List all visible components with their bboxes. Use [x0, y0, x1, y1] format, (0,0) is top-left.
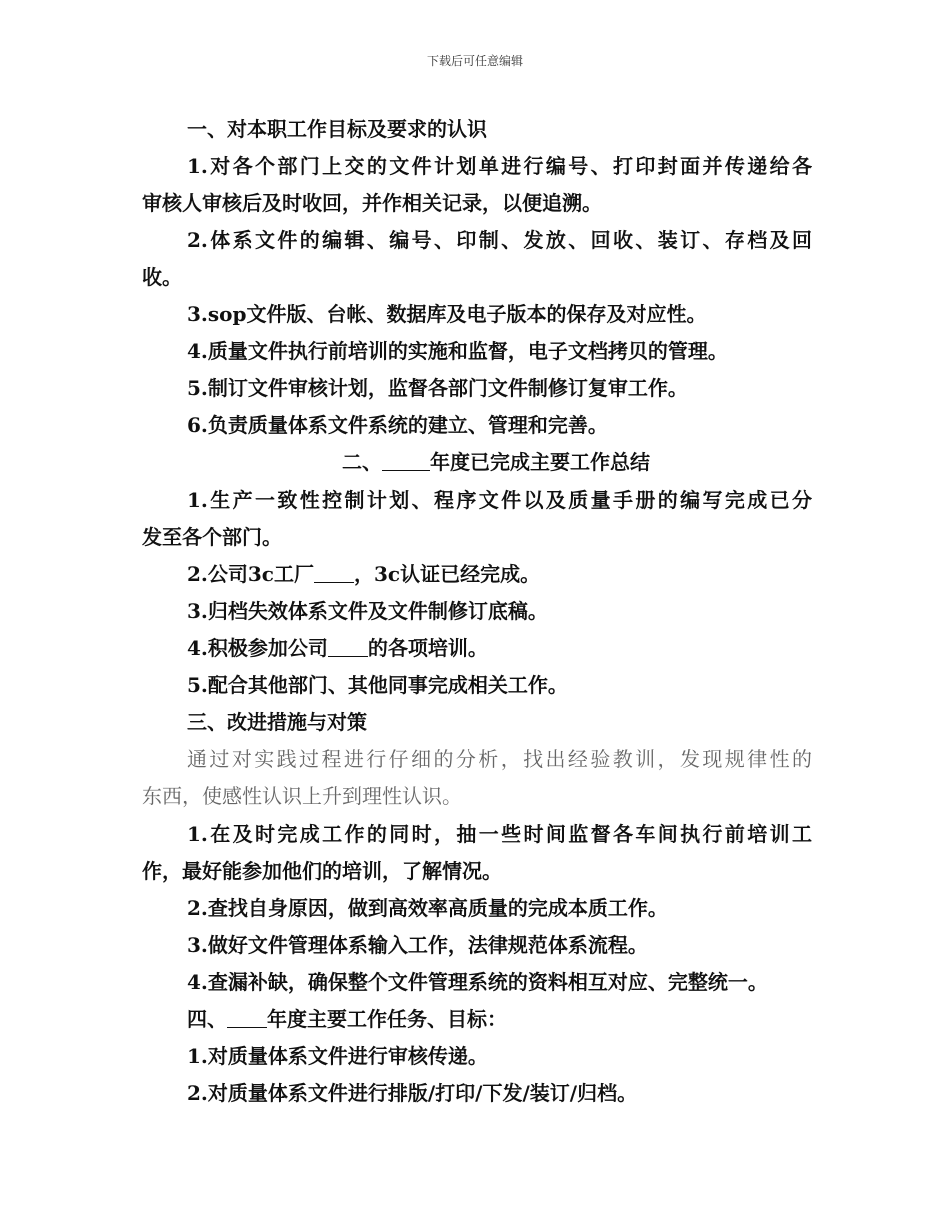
- s3-item-3: 3.做好文件管理体系输入工作，法律规范体系流程。: [187, 933, 648, 957]
- blank-line: [382, 452, 430, 471]
- s2-item-2-suffix: ，3c认证已经完成。: [353, 562, 541, 586]
- section-2-heading-prefix: 二、: [342, 450, 382, 474]
- s2-item-5: 5.配合其他部门、其他同事完成相关工作。: [187, 673, 568, 697]
- section-1-heading: 一、对本职工作目标及要求的认识: [187, 117, 487, 141]
- s3-item-1-line-1: 1.在及时完成工作的同时，抽一些时间监督各车间执行前培训工: [187, 822, 812, 846]
- s2-item-4-prefix: 4.积极参加公司: [187, 636, 328, 660]
- s1-item-2-line-1: 2.体系文件的编辑、编号、印制、发放、回收、装订、存档及回: [187, 228, 812, 252]
- s2-item-2-prefix: 2.公司3c工厂: [187, 562, 314, 586]
- s2-item-4: [187, 636, 812, 660]
- s3-intro-line-1: 通过对实践过程进行仔细的分析，找出经验教训，发现规律性的: [187, 747, 812, 771]
- s3-item-1-line-2: 作，最好能参加他们的培训，了解情况。: [142, 859, 502, 883]
- s3-item-4: 4.查漏补缺，确保整个文件管理系统的资料相互对应、完整统一。: [187, 970, 768, 994]
- blank-line: [328, 638, 368, 657]
- page-header: 下载后可任意编辑: [426, 54, 523, 68]
- s3-intro-line-2: 东西，使感性认识上升到理性认识。: [142, 784, 462, 808]
- section-4-heading-prefix: 四、: [187, 1007, 227, 1031]
- section-2-heading: [142, 450, 812, 474]
- s2-item-3: 3.归档失效体系文件及文件制修订底稿。: [187, 599, 548, 623]
- section-4-heading: [187, 1007, 812, 1031]
- s1-item-5: 5.制订文件审核计划，监督各部门文件制修订复审工作。: [187, 376, 688, 400]
- section-4-heading-suffix: 年度主要工作任务、目标：: [267, 1007, 507, 1031]
- section-3-heading: 三、改进措施与对策: [187, 710, 367, 734]
- s1-item-6: 6.负责质量体系文件系统的建立、管理和完善。: [187, 413, 608, 437]
- s4-item-2: 2.对质量体系文件进行排版/打印/下发/装订/归档。: [187, 1081, 638, 1105]
- s2-item-1-line-2: 发至各个部门。: [142, 525, 282, 549]
- section-2-heading-suffix: 年度已完成主要工作总结: [430, 450, 650, 474]
- blank-line: [314, 564, 354, 583]
- s2-item-4-suffix: 的各项培训。: [367, 636, 488, 660]
- blank-line: [227, 1009, 267, 1028]
- s1-item-4: 4.质量文件执行前培训的实施和监督，电子文档拷贝的管理。: [187, 339, 728, 363]
- s2-item-2: [187, 562, 812, 586]
- s1-item-1-line-1: 1.对各个部门上交的文件计划单进行编号、打印封面并传递给各: [187, 154, 812, 178]
- s1-item-3: 3.sop文件版、台帐、数据库及电子版本的保存及对应性。: [187, 302, 707, 326]
- s3-item-2: 2.查找自身原因，做到高效率高质量的完成本质工作。: [187, 896, 668, 920]
- s1-item-1-line-2: 审核人审核后及时收回，并作相关记录，以便追溯。: [142, 191, 602, 215]
- s2-item-1-line-1: 1.生产一致性控制计划、程序文件以及质量手册的编写完成已分: [187, 488, 812, 512]
- s1-item-2-line-2: 收。: [142, 265, 182, 289]
- s4-item-1: 1.对质量体系文件进行审核传递。: [187, 1044, 488, 1068]
